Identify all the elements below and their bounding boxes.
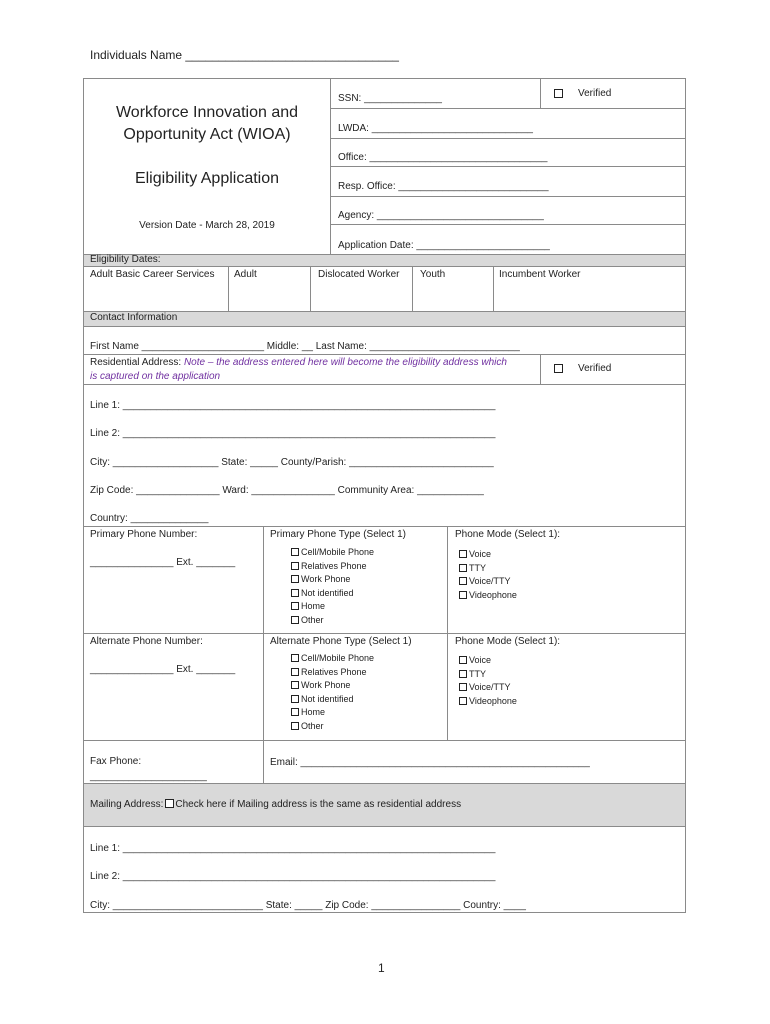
mailing-city-state-zip-country[interactable]: City: ___________________________ State: _____ Zip Code: ________________ Country: ____: [90, 900, 526, 911]
eligibility-incumbent-worker[interactable]: Incumbent Worker: [499, 269, 581, 280]
version-date: Version Date - March 28, 2019: [139, 220, 275, 231]
alternate-mode-voice[interactable]: Voice: [459, 654, 517, 668]
lwda-field[interactable]: LWDA: _____________________________: [338, 123, 533, 134]
eligibility-dates-heading: Eligibility Dates:: [90, 254, 161, 265]
resp-office-field[interactable]: Resp. Office: ___________________________: [338, 181, 549, 192]
alternate-type-work[interactable]: Work Phone: [291, 679, 374, 693]
alternate-type-home[interactable]: Home: [291, 706, 374, 720]
mailing-line-1[interactable]: Line 1: ___________________________________________________________________: [90, 843, 496, 854]
agency-field[interactable]: Agency: ______________________________: [338, 210, 544, 221]
alternate-phone-type-heading: Alternate Phone Type (Select 1): [270, 636, 412, 647]
primary-mode-tty[interactable]: TTY: [459, 562, 517, 576]
eligibility-dislocated-worker[interactable]: Dislocated Worker: [318, 269, 400, 280]
residential-address-label: Residential Address:: [90, 357, 182, 368]
fax-phone-label: Fax Phone:: [90, 756, 142, 767]
primary-phone-mode-heading: Phone Mode (Select 1):: [455, 529, 561, 540]
primary-mode-voice[interactable]: Voice: [459, 548, 517, 562]
alternate-type-relatives[interactable]: Relatives Phone: [291, 666, 374, 680]
alternate-type-not-identified[interactable]: Not identified: [291, 693, 374, 707]
residential-line-1[interactable]: Line 1: ___________________________________________________________________: [90, 400, 496, 411]
primary-phone-label: Primary Phone Number:: [90, 529, 198, 540]
primary-mode-voice-tty[interactable]: Voice/TTY: [459, 575, 517, 589]
address-verified-label: Verified: [578, 363, 612, 374]
primary-type-home[interactable]: Home: [291, 600, 374, 614]
mailing-address-row: [90, 799, 461, 811]
residential-city-state-county[interactable]: City: ___________________ State: _____ County/Parish: __________________________: [90, 457, 494, 468]
primary-phone-types: [291, 546, 374, 627]
primary-type-cell[interactable]: Cell/Mobile Phone: [291, 546, 374, 560]
mailing-same-text: Check here if Mailing address is the same as residential address: [175, 799, 462, 810]
ssn-verified-checkbox[interactable]: [554, 89, 563, 98]
primary-phone-number[interactable]: _______________ Ext. _______: [90, 557, 236, 568]
alternate-phone-modes: [459, 654, 517, 708]
ssn-field[interactable]: SSN: ______________: [338, 93, 442, 104]
mailing-same-checkbox[interactable]: [165, 799, 174, 808]
address-verified-checkbox[interactable]: [554, 364, 563, 373]
mailing-line-2[interactable]: Line 2: ___________________________________________________________________: [90, 871, 496, 882]
alternate-type-cell[interactable]: Cell/Mobile Phone: [291, 652, 374, 666]
alternate-phone-types: [291, 652, 374, 733]
alternate-mode-voice-tty[interactable]: Voice/TTY: [459, 681, 517, 695]
alternate-phone-label: Alternate Phone Number:: [90, 636, 203, 647]
alternate-mode-videophone[interactable]: Videophone: [459, 695, 517, 709]
form-subtitle: Eligibility Application: [134, 170, 280, 187]
primary-phone-modes: [459, 548, 517, 602]
primary-type-other[interactable]: Other: [291, 614, 374, 628]
individuals-name-field[interactable]: Individuals Name ________________________________: [90, 48, 399, 62]
mailing-address-label: Mailing Address:: [90, 799, 164, 810]
residential-line-2[interactable]: Line 2: ___________________________________________________________________: [90, 428, 496, 439]
alternate-phone-mode-heading: Phone Mode (Select 1):: [455, 636, 561, 647]
eligibility-adult-basic[interactable]: Adult Basic Career Services: [90, 269, 215, 280]
primary-phone-type-heading: Primary Phone Type (Select 1): [270, 529, 406, 540]
page-number: 1: [378, 961, 385, 975]
application-date-field[interactable]: Application Date: ________________________: [338, 240, 550, 251]
primary-type-work[interactable]: Work Phone: [291, 573, 374, 587]
email-field[interactable]: Email: ____________________________________________________: [270, 757, 590, 768]
office-field[interactable]: Office: ________________________________: [338, 152, 548, 163]
residential-address-note: Note – the address entered here will become the eligibility address which: [183, 357, 507, 368]
form-title-line-1: Workforce Innovation and: [115, 104, 299, 121]
alternate-type-other[interactable]: Other: [291, 720, 374, 734]
residential-country[interactable]: Country: ______________: [90, 513, 209, 524]
residential-zip-ward-area[interactable]: Zip Code: _______________ Ward: _______________ Community Area: ____________: [90, 485, 484, 496]
alternate-phone-number[interactable]: _______________ Ext. _______: [90, 664, 236, 675]
residential-address-note-2: is captured on the application: [90, 371, 221, 382]
fax-phone-field[interactable]: _____________________: [90, 771, 207, 782]
form-title-line-2: Opportunity Act (WIOA): [123, 126, 291, 143]
alternate-mode-tty[interactable]: TTY: [459, 668, 517, 682]
contact-info-heading: Contact Information: [90, 312, 178, 323]
primary-type-not-identified[interactable]: Not identified: [291, 587, 374, 601]
eligibility-adult[interactable]: Adult: [234, 269, 257, 280]
primary-type-relatives[interactable]: Relatives Phone: [291, 560, 374, 574]
name-fields[interactable]: First Name ______________________ Middle: __ Last Name: ___________________________: [90, 341, 520, 352]
residential-address-label-row: [90, 357, 507, 369]
ssn-verified-label: Verified: [578, 88, 612, 99]
eligibility-youth[interactable]: Youth: [420, 269, 446, 280]
primary-mode-videophone[interactable]: Videophone: [459, 589, 517, 603]
